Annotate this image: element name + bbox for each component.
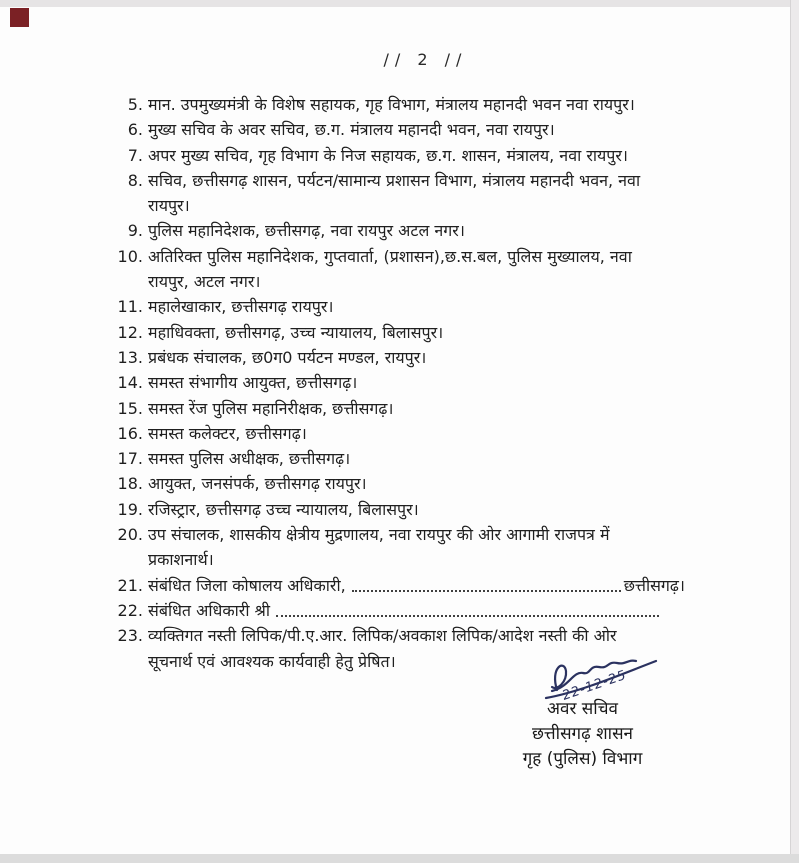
item-number: 6. bbox=[127, 120, 143, 140]
item-text-line: सचिव, छत्तीसगढ़ शासन, पर्यटन/सामान्य प्रशासन विभाग, मंत्रालय महानदी भवन, नवा bbox=[148, 170, 641, 190]
item-number: 11. bbox=[117, 297, 143, 317]
dotted-leader-line bbox=[276, 615, 659, 617]
item-text-line: व्यक्तिगत नस्ती लिपिक/पी.ए.आर. लिपिक/अवकाश लिपिक/आदेश नस्ती की ओर bbox=[148, 626, 617, 646]
signatory-department: गृह (पुलिस) विभाग bbox=[522, 749, 643, 769]
item-number: 22. bbox=[117, 600, 143, 620]
item-number: 12. bbox=[117, 322, 143, 342]
item-text bbox=[148, 244, 685, 295]
item-text-line: समस्त रेंज पुलिस महानिरीक्षक, छत्तीसगढ़। bbox=[148, 398, 394, 418]
item-text-after-leader: छत्तीसगढ़। bbox=[623, 575, 685, 595]
list-item bbox=[117, 294, 685, 319]
list-item bbox=[117, 396, 685, 421]
item-number: 15. bbox=[117, 398, 143, 418]
item-text bbox=[148, 522, 685, 573]
item-text bbox=[148, 345, 685, 370]
item-text bbox=[148, 92, 685, 117]
item-text bbox=[148, 168, 685, 219]
item-text-line: पुलिस महानिदेशक, छत्तीसगढ़, नवा रायपुर अटल नगर। bbox=[148, 221, 465, 241]
item-number: 19. bbox=[117, 499, 143, 519]
list-item bbox=[117, 370, 685, 395]
item-text-line: मुख्य सचिव के अवर सचिव, छ.ग. मंत्रालय महानदी भवन, नवा रायपुर। bbox=[148, 120, 555, 140]
item-text-line: अतिरिक्त पुलिस महानिदेशक, गुप्तवार्ता, (प्रशासन),छ.स.बल, पुलिस मुख्यालय, नवा bbox=[148, 246, 632, 266]
item-text-line: प्रबंधक संचालक, छ0ग0 पर्यटन मण्डल, रायपुर। bbox=[148, 347, 427, 367]
list-item bbox=[117, 143, 685, 168]
item-text-line: रजिस्ट्रार, छत्तीसगढ़ उच्च न्यायालय, बिलासपुर। bbox=[148, 499, 419, 519]
list-item bbox=[117, 573, 685, 598]
item-text bbox=[148, 471, 685, 496]
item-text-lead: संबंधित अधिकारी श्री bbox=[148, 600, 271, 620]
item-text-line: उप संचालक, शासकीय क्षेत्रीय मुद्रणालय, नवा रायपुर की ओर आगामी राजपत्र में bbox=[148, 525, 610, 545]
list-item bbox=[117, 446, 685, 471]
item-text-line: समस्त पुलिस अधीक्षक, छत्तीसगढ़। bbox=[148, 449, 351, 469]
item-number: 16. bbox=[117, 423, 143, 443]
item-number: 23. bbox=[117, 626, 143, 646]
item-number: 5. bbox=[127, 95, 143, 114]
item-text bbox=[148, 573, 685, 598]
item-text-line: रायपुर। bbox=[148, 196, 190, 216]
signature-date: 22-12-25 bbox=[560, 667, 629, 704]
corner-red-mark bbox=[10, 8, 29, 27]
signatory-title: अवर सचिव bbox=[547, 699, 618, 719]
dotted-leader-line bbox=[352, 590, 621, 592]
list-item bbox=[117, 471, 685, 496]
item-number: 13. bbox=[117, 347, 143, 367]
list-item bbox=[117, 522, 685, 573]
distribution-list bbox=[117, 92, 685, 674]
item-text-line: समस्त संभागीय आयुक्त, छत्तीसगढ़। bbox=[148, 373, 358, 393]
item-number: 9. bbox=[127, 221, 143, 241]
item-text-line: अपर मुख्य सचिव, गृह विभाग के निज सहायक, छ.ग. शासन, मंत्रालय, नवा रायपुर। bbox=[148, 145, 628, 165]
item-number: 18. bbox=[117, 474, 143, 494]
item-text bbox=[148, 421, 685, 446]
item-text bbox=[148, 446, 685, 471]
scan-edge-bottom bbox=[0, 854, 799, 863]
item-text bbox=[148, 598, 685, 623]
item-text bbox=[148, 294, 685, 319]
item-text-line: मान. उपमुख्यमंत्री के विशेष सहायक, गृह विभाग, मंत्रालय महानदी भवन नवा रायपुर। bbox=[148, 95, 635, 114]
list-item bbox=[117, 421, 685, 446]
item-number: 14. bbox=[117, 373, 143, 393]
list-item bbox=[117, 320, 685, 345]
item-text-line: महालेखाकार, छत्तीसगढ़ रायपुर। bbox=[148, 297, 334, 317]
list-item bbox=[117, 345, 685, 370]
item-text-line: महाधिवक्ता, छत्तीसगढ़, उच्च न्यायालय, बिलासपुर। bbox=[148, 322, 444, 342]
item-number: 17. bbox=[117, 449, 143, 469]
list-item bbox=[117, 244, 685, 295]
item-text bbox=[148, 320, 685, 345]
item-number: 21. bbox=[117, 575, 143, 595]
signatory-block bbox=[460, 697, 705, 772]
item-text bbox=[148, 396, 685, 421]
item-number: 7. bbox=[127, 145, 143, 165]
list-item bbox=[117, 92, 685, 117]
scan-edge-right bbox=[790, 0, 799, 863]
list-item bbox=[117, 117, 685, 142]
item-text bbox=[148, 370, 685, 395]
item-number: 10. bbox=[117, 246, 143, 266]
list-item bbox=[117, 218, 685, 243]
page-number: // 2 // bbox=[383, 50, 468, 69]
signatory-government: छत्तीसगढ़ शासन bbox=[532, 724, 633, 744]
item-text bbox=[148, 117, 685, 142]
item-text bbox=[148, 497, 685, 522]
list-item bbox=[117, 598, 685, 623]
list-item bbox=[117, 168, 685, 219]
item-text-lead: संबंधित जिला कोषालय अधिकारी, bbox=[148, 575, 346, 595]
item-number: 8. bbox=[127, 170, 143, 190]
item-text bbox=[148, 218, 685, 243]
item-text-line: समस्त कलेक्टर, छत्तीसगढ़। bbox=[148, 423, 307, 443]
item-text-line: सूचनार्थ एवं आवश्यक कार्यवाही हेतु प्रेषित। bbox=[148, 651, 396, 671]
scan-edge-top bbox=[0, 0, 799, 7]
item-text-line: रायपुर, अटल नगर। bbox=[148, 272, 261, 292]
item-text-line: आयुक्त, जनसंपर्क, छत्तीसगढ़ रायपुर। bbox=[148, 474, 367, 494]
item-number: 20. bbox=[117, 525, 143, 545]
item-text bbox=[148, 143, 685, 168]
item-text-line: प्रकाशनार्थ। bbox=[148, 550, 214, 570]
list-item bbox=[117, 497, 685, 522]
